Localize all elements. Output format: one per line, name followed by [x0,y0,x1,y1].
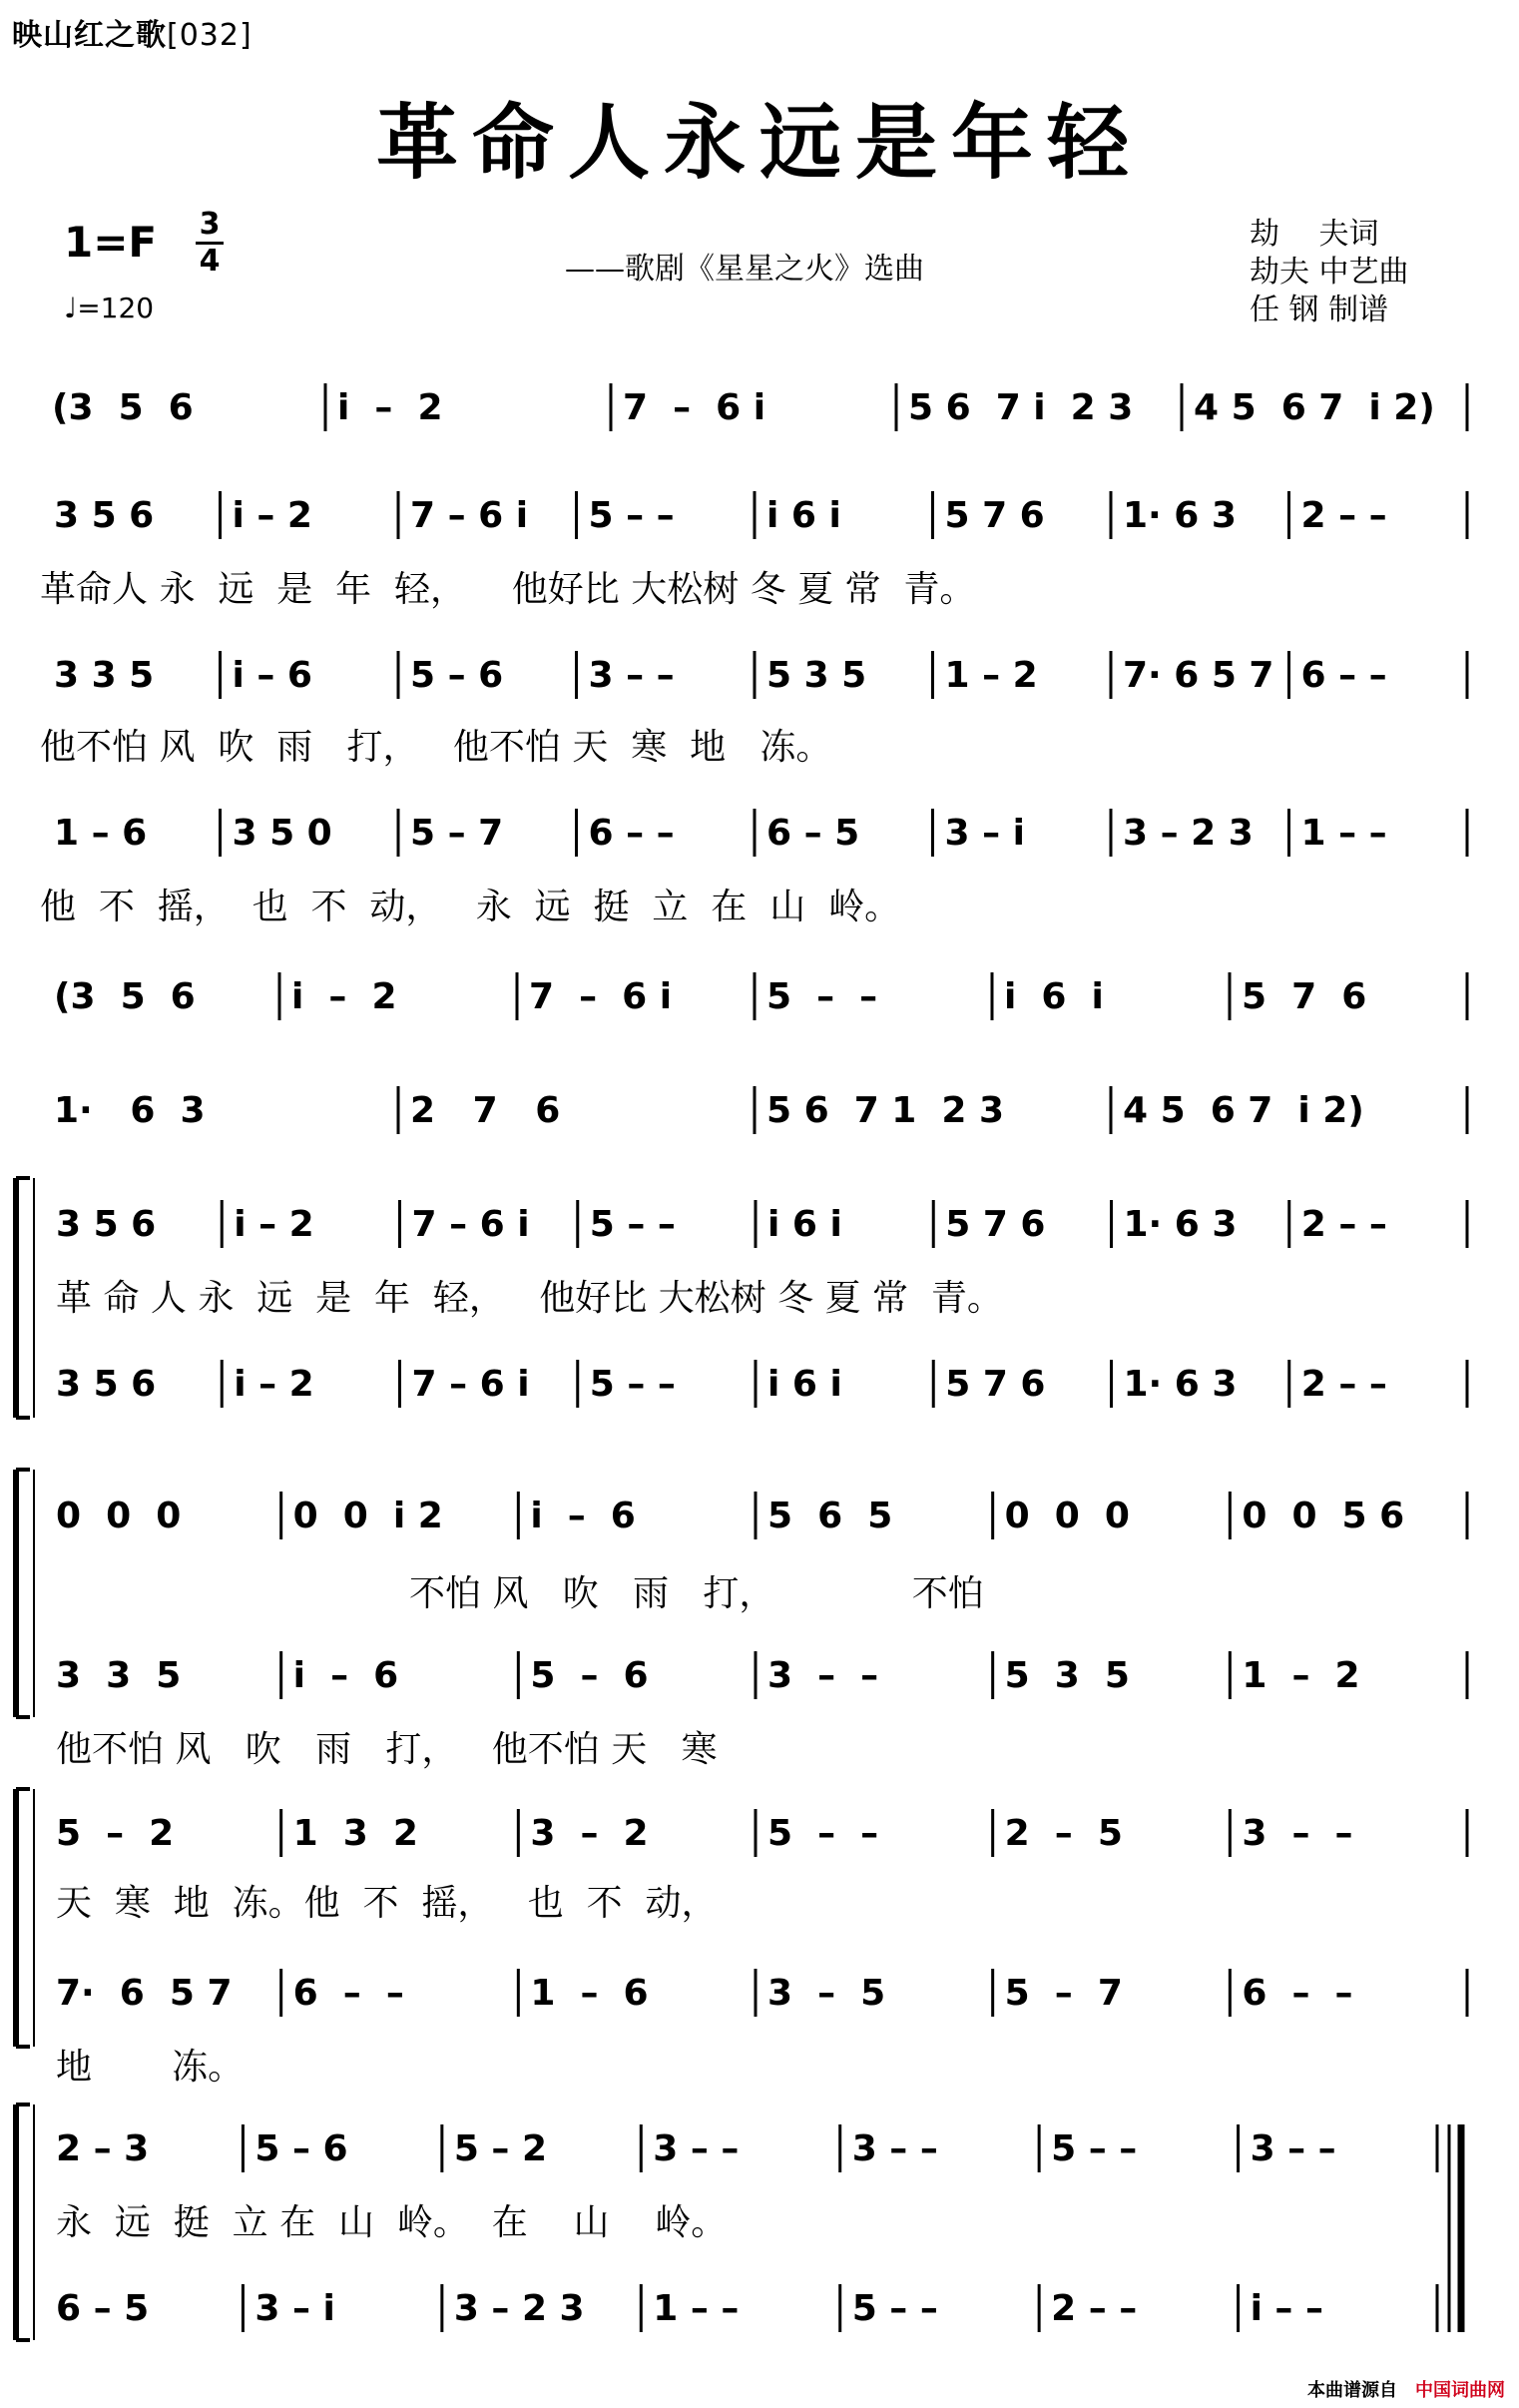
verse1-notes-measure: 1· 6 3 [1123,495,1237,536]
verse2-lyrics: 他不怕 风 吹 雨 打， 他不怕 天 寒 地 冻。 [40,727,832,768]
series-code: [032] [167,18,253,53]
interlude-row2-measure: 5 6 7 1 2 3 [766,1090,1005,1131]
chorus3-lyrics-lower: 地 冻。 [56,2047,245,2088]
verse1-notes-measure: i 6 i [766,495,841,536]
chorus3-lyrics-upper: 天 寒 地 冻。他 不 摇， 也 不 动， [56,1883,718,1924]
chorus4-upper-measure: 3 – – [653,2128,740,2169]
credit-arranger: 任 钢 制谱 [1250,293,1389,327]
footer-source: 本曲谱源自 [1307,2380,1397,2401]
verse3-notes-measure: 1 – 6 [54,813,148,854]
chorus1-upper-measure: 2 – – [1300,1204,1387,1245]
chorus3-lower-measure: 1 – 6 [530,1973,649,2014]
chorus2-lower-measure: 3 – – [767,1655,879,1696]
chorus2-lower-measure: 5 3 5 [1004,1655,1130,1696]
chorus2-upper-measure: 0 0 0 [1004,1496,1130,1536]
chorus1-upper-measure: 3 5 6 [56,1204,157,1245]
verse2-notes-measure: i – 6 [232,655,312,696]
chorus1-upper-measure: 7 – 6 i [411,1204,530,1245]
chorus3-lower-measure: 3 – 5 [767,1973,886,2014]
interlude-row1-measure: 5 – – [766,976,878,1017]
chorus2-upper-measure: 0 0 5 6 [1242,1496,1405,1536]
interlude-row1-measure: 7 – 6 i [529,976,673,1017]
chorus2-upper-measure: 5 6 5 [767,1496,893,1536]
chorus2-upper-measure: 0 0 i 2 [292,1496,443,1536]
song-title: 革命人永远是年轻 [375,95,1143,191]
time-numerator: 3 [199,207,221,242]
verse1-notes-measure: 3 5 6 [54,495,155,536]
chorus3-lower-measure: 6 – – [292,1973,404,2014]
verse1-notes-measure: 5 7 6 [944,495,1045,536]
verse3-notes-measure: 6 – – [588,813,675,854]
verse2-notes-measure: 6 – – [1300,655,1387,696]
verse3-notes-measure: 3 – 2 3 [1123,813,1254,854]
chorus2-lower-measure: i – 6 [292,1655,399,1696]
chorus1-upper-measure: 5 – – [589,1204,676,1245]
verse1-notes-measure: i – 2 [232,495,312,536]
verse2-notes-measure: 5 – 6 [410,655,504,696]
interlude-row1-measure: (3 5 6 [54,976,196,1017]
chorus1-lower-measure: 3 5 6 [56,1364,157,1405]
verse3-lyrics: 他 不 摇， 也 不 动， 永 远 挺 立 在 山 岭。 [40,887,901,927]
chorus4-upper-measure: 5 – – [1051,2128,1138,2169]
chorus4-upper-measure: 3 – – [851,2128,938,2169]
intro-row-measure: 5 6 7 i 2 3 [908,387,1134,428]
chorus4-upper-measure: 5 – 2 [453,2128,548,2169]
chorus3-lower-measure: 5 – 7 [1004,1973,1123,2014]
intro-row-measure: i – 2 [337,387,443,428]
verse3-notes-measure: 3 5 0 [232,813,332,854]
key-signature: 1=F [64,218,158,267]
chorus4-lower-measure: 3 – i [254,2288,335,2329]
chorus1-lower-measure: 7 – 6 i [411,1364,530,1405]
chorus1-upper-measure: i – 2 [234,1204,314,1245]
tempo-marking: ♩=120 [64,292,155,324]
interlude-row1-measure: i – 2 [291,976,397,1017]
chorus3-upper-measure: 2 – 5 [1004,1813,1123,1854]
footer [1307,2376,1505,2402]
interlude-row2-measure: 2 7 6 [410,1090,561,1131]
chorus1-upper-measure: i 6 i [767,1204,842,1245]
credit-lyricist: 劫 夫词 [1250,217,1379,252]
chorus2-lower-measure: 1 – 2 [1242,1655,1360,1696]
chorus4-lower-measure: i – – [1250,2288,1323,2329]
chorus4-lower-measure: 6 – 5 [56,2288,150,2329]
chorus3-upper-measure: 5 – 2 [56,1813,175,1854]
chorus3-upper-measure: 5 – – [767,1813,879,1854]
chorus3-lower-measure: 7· 6 5 7 [56,1973,233,2014]
verse2-notes-measure: 3 – – [588,655,675,696]
chorus4-lower-measure: 5 – – [851,2288,938,2329]
chorus1-lower-measure: 1· 6 3 [1123,1364,1238,1405]
chorus1-upper-measure: 1· 6 3 [1123,1204,1238,1245]
chorus1-lower-measure: i – 2 [234,1364,314,1405]
chorus4-lower-measure: 3 – 2 3 [453,2288,585,2329]
chorus1-lower-measure: 5 – – [589,1364,676,1405]
verse2-notes-measure: 5 3 5 [766,655,867,696]
chorus3-upper-measure: 1 3 2 [292,1813,418,1854]
chorus4-upper-measure: 3 – – [1250,2128,1336,2169]
series-name: 映山红之歌 [12,18,167,53]
verse1-notes-measure: 7 – 6 i [410,495,529,536]
chorus3-upper-measure: 3 – – [1242,1813,1353,1854]
chorus3-lower-measure: 6 – – [1242,1973,1353,2014]
chorus2-upper-measure: i – 6 [530,1496,636,1536]
interlude-row1-measure: 5 7 6 [1242,976,1367,1017]
chorus4-lyrics: 永 远 挺 立 在 山 岭。 在 山 岭。 [56,2202,728,2243]
verse2-notes-measure: 3 3 5 [54,655,155,696]
chorus1-lower-measure: i 6 i [767,1364,842,1405]
chorus2-upper-measure: 0 0 0 [56,1496,182,1536]
verse1-notes-measure: 5 – – [588,495,675,536]
footer-site: 中国词曲网 [1415,2380,1505,2401]
chorus4-lower-measure: 2 – – [1051,2288,1138,2329]
chorus3-upper-measure: 3 – 2 [530,1813,649,1854]
credit-composer: 劫夫 中艺曲 [1250,255,1409,290]
chorus4-upper-measure: 5 – 6 [254,2128,348,2169]
interlude-row2-measure: 4 5 6 7 i 2) [1123,1090,1364,1131]
intro-row-measure: 7 – 6 i [623,387,766,428]
chorus4-upper-measure: 2 – 3 [56,2128,150,2169]
verse1-notes-measure: 2 – – [1300,495,1387,536]
chorus2-lyrics-lower: 他不怕 风 吹 雨 打， 他不怕 天 寒 [56,1729,718,1770]
chorus1-lower-measure: 5 7 6 [945,1364,1046,1405]
verse3-notes-measure: 6 – 5 [766,813,860,854]
interlude-row2-measure: 1· 6 3 [54,1090,206,1131]
interlude-row1-measure: i 6 i [1004,976,1104,1017]
verse2-notes-measure: 7· 6 5 7 [1123,655,1274,696]
chorus1-lower-measure: 2 – – [1300,1364,1387,1405]
intro-row-measure: (3 5 6 [52,387,194,428]
chorus4-lower-measure: 1 – – [653,2288,740,2329]
chorus2-lower-measure: 3 3 5 [56,1655,182,1696]
verse3-notes-measure: 3 – i [944,813,1025,854]
verse1-lyrics: 革命人 永 远 是 年 轻， 他好比 大松树 冬 夏 常 青。 [40,569,976,610]
time-denominator: 4 [199,244,221,279]
chorus2-lyrics-upper: 不怕 风 吹 雨 打， 不怕 [409,1573,984,1614]
verse2-notes-measure: 1 – 2 [944,655,1038,696]
subtitle: ——歌剧《星星之火》选曲 [565,252,924,287]
chorus1-lyrics: 革 命 人 永 远 是 年 轻， 他好比 大松树 冬 夏 常 青。 [56,1278,1003,1319]
verse3-notes-measure: 5 – 7 [410,813,504,854]
chorus1-upper-measure: 5 7 6 [945,1204,1046,1245]
verse3-notes-measure: 1 – – [1300,813,1387,854]
chorus2-lower-measure: 5 – 6 [530,1655,649,1696]
intro-row-measure: 4 5 6 7 i 2) [1194,387,1435,428]
